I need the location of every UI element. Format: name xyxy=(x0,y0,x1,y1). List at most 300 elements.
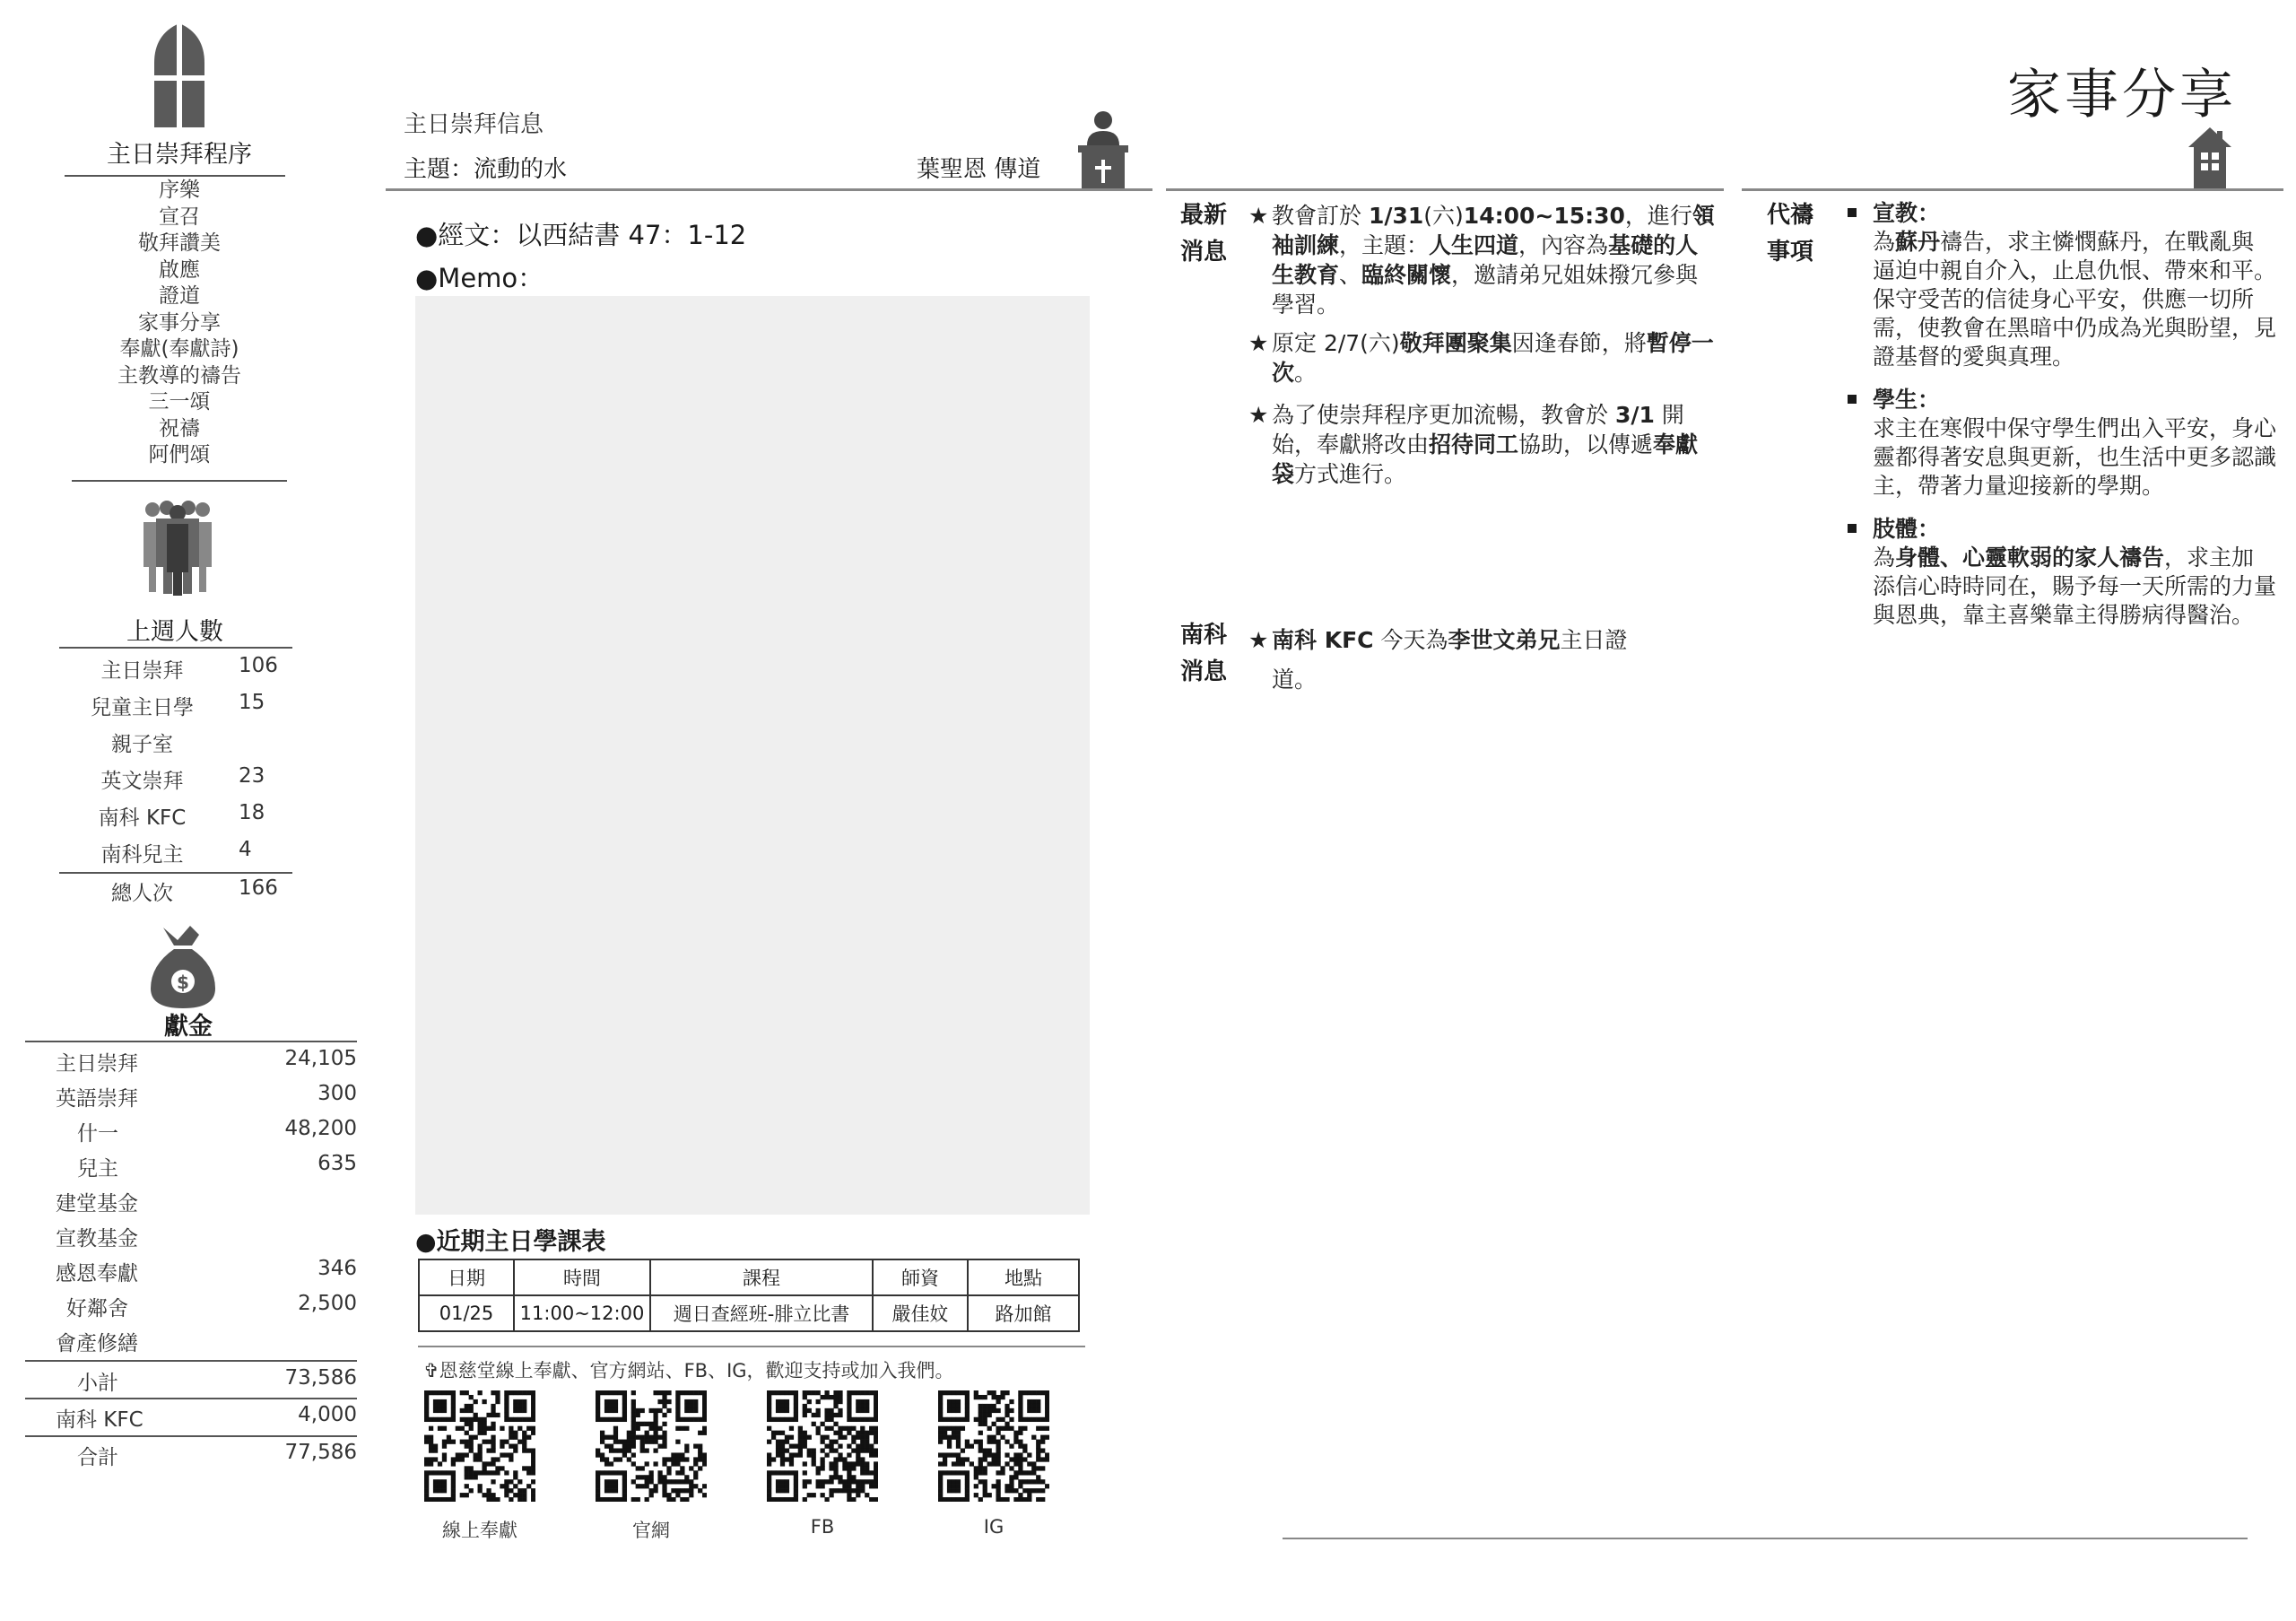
qr-module xyxy=(847,1488,851,1493)
qr-module xyxy=(482,1440,486,1444)
qr-module xyxy=(1018,1452,1022,1457)
qr-module xyxy=(952,1461,956,1466)
qr-module xyxy=(1036,1390,1040,1395)
qr-module xyxy=(442,1426,447,1431)
bottom-divider xyxy=(1283,1538,2248,1539)
qr-module xyxy=(1036,1475,1040,1479)
qr-module xyxy=(789,1457,794,1461)
qr-module xyxy=(947,1390,952,1395)
qr-module xyxy=(442,1479,447,1484)
offering-subtotal-name: 小計 xyxy=(77,1372,118,1395)
order-item: 宣召 xyxy=(159,205,200,229)
qr-module xyxy=(531,1408,535,1413)
qr-module xyxy=(947,1417,952,1422)
qr-module xyxy=(495,1413,500,1417)
offering-name: 什一 xyxy=(77,1122,118,1146)
qr-module xyxy=(613,1479,618,1484)
qr-module xyxy=(996,1452,1000,1457)
qr-module xyxy=(596,1475,600,1479)
qr-module xyxy=(680,1426,684,1431)
qr-module xyxy=(482,1466,486,1470)
qr-module xyxy=(947,1399,952,1404)
qr-module xyxy=(812,1448,816,1452)
qr-module xyxy=(513,1475,517,1479)
qr-module xyxy=(978,1422,983,1426)
qr-module xyxy=(847,1475,851,1479)
qr-module xyxy=(829,1395,833,1399)
qr-module xyxy=(1031,1435,1036,1440)
qr-module xyxy=(478,1431,483,1435)
qr-module xyxy=(767,1413,771,1417)
qr-module xyxy=(613,1399,618,1404)
qr-module xyxy=(622,1488,627,1493)
qr-module xyxy=(856,1461,860,1466)
schedule-header: 課程 xyxy=(650,1259,873,1295)
qr-module xyxy=(938,1497,943,1502)
qr-module xyxy=(517,1390,522,1395)
qr-module xyxy=(680,1466,684,1470)
qr-module xyxy=(947,1488,952,1493)
text: ，求主加添信心時時同在，賜予每一天所需的力量與恩典，靠主喜樂靠主得勝病得醫治。 xyxy=(1873,545,2277,628)
qr-module xyxy=(609,1435,613,1440)
qr-module xyxy=(816,1466,821,1470)
qr-module xyxy=(631,1431,636,1435)
qr-module xyxy=(438,1479,442,1484)
text: 領袖訓練 xyxy=(1272,203,1715,258)
qr-module xyxy=(965,1470,970,1475)
qr-module xyxy=(429,1448,433,1452)
attendance-value: 106 xyxy=(239,654,278,677)
qr-module xyxy=(675,1452,680,1457)
qr-module xyxy=(847,1417,851,1422)
qr-module xyxy=(531,1390,535,1395)
qr-module xyxy=(684,1417,689,1422)
qr-module xyxy=(847,1426,851,1431)
qr-module xyxy=(767,1395,771,1399)
qr-module xyxy=(983,1479,987,1484)
south-label-line: 南科 xyxy=(1180,622,1228,649)
attendance-total-row xyxy=(59,876,292,913)
qr-module xyxy=(596,1497,600,1502)
qr-module xyxy=(451,1408,456,1413)
qr-module xyxy=(816,1484,821,1488)
qr-module xyxy=(943,1461,947,1466)
qr-module xyxy=(824,1452,829,1457)
qr-module xyxy=(952,1452,956,1457)
qr-module xyxy=(465,1444,469,1449)
qr-module xyxy=(429,1390,433,1395)
qr-module xyxy=(803,1497,807,1502)
qr-module xyxy=(996,1444,1000,1449)
text: 原定 2/7(六) xyxy=(1272,330,1400,356)
divider xyxy=(59,647,292,649)
qr-module xyxy=(526,1484,531,1488)
qr-module xyxy=(771,1390,776,1395)
order-item: 序樂 xyxy=(159,179,200,202)
qr-module xyxy=(794,1475,798,1479)
qr-module xyxy=(526,1417,531,1422)
qr-module xyxy=(504,1399,509,1404)
qr-module xyxy=(680,1479,684,1484)
qr-module xyxy=(965,1399,970,1404)
qr-module xyxy=(821,1435,825,1440)
qr-module xyxy=(996,1488,1000,1493)
qr-module xyxy=(829,1417,833,1422)
qr-module xyxy=(465,1466,469,1470)
qr-module xyxy=(662,1399,666,1404)
schedule-cell: 01/25 xyxy=(419,1295,514,1331)
qr-module xyxy=(689,1488,693,1493)
qr-module xyxy=(424,1408,429,1413)
qr-module xyxy=(1027,1417,1031,1422)
prayer-heading: 宣教： xyxy=(1873,200,1941,226)
qr-module xyxy=(522,1435,526,1440)
qr-module xyxy=(662,1457,666,1461)
qr-module xyxy=(824,1426,829,1431)
attendance-title: 上週人數 xyxy=(126,618,223,646)
qr-module xyxy=(424,1413,429,1417)
qr-module xyxy=(604,1479,609,1484)
qr-module xyxy=(662,1461,666,1466)
qr-module xyxy=(609,1417,613,1422)
qr-module xyxy=(780,1488,785,1493)
sermon-theme: 主題：流動的水 xyxy=(404,156,568,183)
qr-module xyxy=(604,1417,609,1422)
qr-module xyxy=(622,1452,627,1457)
qr-module xyxy=(640,1408,645,1413)
star-icon: ★ xyxy=(1248,627,1269,653)
qr-module xyxy=(1018,1408,1022,1413)
qr-module xyxy=(491,1440,495,1444)
qr-module xyxy=(965,1475,970,1479)
qr-module xyxy=(689,1466,693,1470)
qr-module xyxy=(1018,1466,1022,1470)
qr-module xyxy=(938,1452,943,1457)
qr-module xyxy=(996,1408,1000,1413)
qr-module xyxy=(874,1448,878,1452)
south-news-label xyxy=(1180,617,1227,691)
qr-module xyxy=(1018,1484,1022,1488)
qr-module xyxy=(596,1417,600,1422)
qr-module xyxy=(513,1444,517,1449)
qr-module xyxy=(952,1435,956,1440)
text: 。 xyxy=(1294,360,1318,386)
qr-module xyxy=(460,1426,465,1431)
qr-module xyxy=(860,1448,865,1452)
qr-module xyxy=(451,1488,456,1493)
qr-module xyxy=(996,1399,1000,1404)
qr-module xyxy=(838,1457,842,1461)
qr-module xyxy=(675,1408,680,1413)
qr-module xyxy=(627,1444,631,1449)
qr-module xyxy=(803,1404,807,1408)
qr-module xyxy=(465,1475,469,1479)
text: 臨終關懷 xyxy=(1361,262,1452,288)
qr-module xyxy=(622,1390,627,1395)
qr-module xyxy=(860,1470,865,1475)
qr-module xyxy=(702,1452,707,1457)
qr-module xyxy=(767,1493,771,1497)
qr-module xyxy=(680,1452,684,1457)
qr-module xyxy=(631,1426,636,1431)
qr-module xyxy=(952,1404,956,1408)
attendance-value: 23 xyxy=(239,764,265,788)
qr-module xyxy=(469,1404,474,1408)
qr-module xyxy=(807,1479,812,1484)
qr-module xyxy=(653,1488,657,1493)
divider xyxy=(72,480,287,482)
qr-module xyxy=(433,1484,438,1488)
qr-module xyxy=(996,1493,1000,1497)
qr-module xyxy=(824,1435,829,1440)
qr-module xyxy=(438,1408,442,1413)
qr-module xyxy=(693,1470,698,1475)
qr-module xyxy=(860,1466,865,1470)
qr-module xyxy=(847,1479,851,1484)
qr-module xyxy=(956,1484,961,1488)
qr-module xyxy=(776,1431,780,1435)
qr-module xyxy=(451,1484,456,1488)
qr-module xyxy=(433,1408,438,1413)
qr-code-instagram[interactable] xyxy=(938,1390,1049,1502)
qr-module xyxy=(947,1479,952,1484)
qr-module xyxy=(653,1408,657,1413)
qr-module xyxy=(1004,1484,1009,1488)
qr-module xyxy=(1045,1417,1049,1422)
qr-module xyxy=(622,1444,627,1449)
qr-module xyxy=(613,1497,618,1502)
qr-code-online-offering[interactable] xyxy=(424,1390,535,1502)
qr-module xyxy=(1022,1417,1027,1422)
qr-module xyxy=(702,1484,707,1488)
qr-module xyxy=(847,1408,851,1413)
qr-module xyxy=(531,1457,535,1461)
offering-kfc-value: 4,000 xyxy=(298,1403,357,1426)
qr-module xyxy=(491,1479,495,1484)
qr-module xyxy=(636,1484,640,1488)
qr-module xyxy=(1018,1457,1022,1461)
qr-module xyxy=(965,1408,970,1413)
qr-module xyxy=(780,1417,785,1422)
qr-module xyxy=(987,1448,992,1452)
qr-module xyxy=(807,1493,812,1497)
offering-name: 主日崇拜 xyxy=(56,1052,138,1076)
qr-module xyxy=(812,1452,816,1457)
qr-module xyxy=(851,1466,856,1470)
qr-module xyxy=(649,1440,654,1444)
qr-module xyxy=(1018,1395,1022,1399)
qr-module xyxy=(987,1404,992,1408)
qr-module xyxy=(609,1470,613,1475)
qr-module xyxy=(640,1475,645,1479)
qr-module xyxy=(833,1399,838,1404)
qr-module xyxy=(522,1466,526,1470)
qr-module xyxy=(952,1431,956,1435)
qr-module xyxy=(952,1399,956,1404)
qr-module xyxy=(613,1431,618,1435)
order-item: 證道 xyxy=(159,284,200,308)
qr-module xyxy=(451,1395,456,1399)
qr-module xyxy=(842,1484,847,1488)
qr-module xyxy=(478,1448,483,1452)
qr-module xyxy=(943,1457,947,1461)
qr-module xyxy=(604,1408,609,1413)
qr-module xyxy=(451,1399,456,1404)
qr-module xyxy=(675,1440,680,1444)
qr-module xyxy=(824,1479,829,1484)
qr-module xyxy=(684,1426,689,1431)
qr-module xyxy=(767,1479,771,1484)
bullet-icon xyxy=(1848,395,1857,404)
qr-module xyxy=(860,1431,865,1435)
qr-module xyxy=(491,1422,495,1426)
qr-module xyxy=(865,1444,869,1449)
qr-module xyxy=(956,1461,961,1466)
qr-module xyxy=(842,1435,847,1440)
qr-module xyxy=(684,1448,689,1452)
qr-module xyxy=(1045,1457,1049,1461)
qr-module xyxy=(424,1470,429,1475)
qr-module xyxy=(653,1422,657,1426)
qr-module xyxy=(947,1497,952,1502)
qr-module xyxy=(956,1457,961,1461)
qr-module xyxy=(965,1497,970,1502)
qr-code-facebook[interactable] xyxy=(767,1390,878,1502)
qr-module xyxy=(943,1470,947,1475)
qr-module xyxy=(956,1390,961,1395)
qr-module xyxy=(622,1493,627,1497)
qr-module xyxy=(465,1404,469,1408)
qr-module xyxy=(531,1431,535,1435)
qr-module xyxy=(600,1417,604,1422)
qr-module xyxy=(596,1452,600,1457)
qr-module xyxy=(666,1493,671,1497)
qr-module xyxy=(666,1390,671,1395)
qr-module xyxy=(698,1457,702,1461)
qr-module xyxy=(442,1457,447,1461)
qr-module xyxy=(424,1390,429,1395)
sermon-speaker: 葉聖恩 傳道 xyxy=(917,156,1041,183)
qr-module xyxy=(460,1417,465,1422)
qr-module xyxy=(1045,1395,1049,1399)
qr-module xyxy=(702,1493,707,1497)
qr-module xyxy=(622,1417,627,1422)
qr-module xyxy=(509,1452,513,1457)
qr-module xyxy=(1018,1404,1022,1408)
qr-module xyxy=(829,1448,833,1452)
offering-row xyxy=(25,1222,357,1257)
qr-module xyxy=(1027,1404,1031,1408)
qr-module xyxy=(1009,1408,1013,1413)
qr-module xyxy=(789,1497,794,1502)
qr-module xyxy=(613,1435,618,1440)
qr-module xyxy=(689,1390,693,1395)
qr-module xyxy=(865,1431,869,1435)
qr-module xyxy=(517,1493,522,1497)
qr-module xyxy=(1018,1399,1022,1404)
qr-module xyxy=(640,1435,645,1440)
offering-name: 好鄰舍 xyxy=(66,1297,128,1320)
qr-module xyxy=(1022,1488,1027,1493)
qr-module xyxy=(952,1488,956,1493)
qr-module xyxy=(943,1452,947,1457)
family-news-title: 家事分享 xyxy=(2007,64,2237,126)
qr-module xyxy=(798,1452,803,1457)
qr-module xyxy=(956,1440,961,1444)
qr-module xyxy=(662,1431,666,1435)
qr-code-website[interactable] xyxy=(596,1390,707,1502)
qr-module xyxy=(1004,1440,1009,1444)
qr-module xyxy=(996,1497,1000,1502)
qr-module xyxy=(874,1426,878,1431)
qr-module xyxy=(609,1404,613,1408)
qr-module xyxy=(613,1417,618,1422)
qr-module xyxy=(486,1497,491,1502)
qr-module xyxy=(865,1408,869,1413)
qr-module xyxy=(1036,1466,1040,1470)
qr-module xyxy=(785,1390,789,1395)
qr-module xyxy=(947,1484,952,1488)
qr-module xyxy=(851,1435,856,1440)
qr-module xyxy=(509,1497,513,1502)
qr-module xyxy=(442,1488,447,1493)
qr-module xyxy=(794,1497,798,1502)
qr-module xyxy=(1027,1493,1031,1497)
house-icon xyxy=(2188,127,2231,190)
text: 方式進行。 xyxy=(1294,461,1407,487)
qr-module xyxy=(1040,1435,1045,1440)
memo-area xyxy=(415,296,1090,1215)
bullet-icon xyxy=(1848,208,1857,217)
qr-module xyxy=(469,1470,474,1475)
qr-module xyxy=(504,1440,509,1444)
qr-module xyxy=(522,1417,526,1422)
qr-module xyxy=(666,1470,671,1475)
qr-module xyxy=(666,1497,671,1502)
qr-module xyxy=(860,1435,865,1440)
qr-module xyxy=(522,1399,526,1404)
qr-module xyxy=(600,1390,604,1395)
qr-module xyxy=(666,1399,671,1404)
qr-module xyxy=(675,1470,680,1475)
qr-module xyxy=(952,1417,956,1422)
qr-module xyxy=(847,1466,851,1470)
qr-module xyxy=(829,1488,833,1493)
qr-module xyxy=(698,1444,702,1449)
qr-module xyxy=(631,1413,636,1417)
qr-module xyxy=(429,1444,433,1449)
qr-module xyxy=(596,1493,600,1497)
qr-module xyxy=(662,1395,666,1399)
qr-module xyxy=(780,1431,785,1435)
qr-module xyxy=(1031,1404,1036,1408)
qr-module xyxy=(517,1408,522,1413)
offering-value: 300 xyxy=(317,1082,357,1105)
offering-name: 感恩奉獻 xyxy=(56,1262,138,1285)
qr-module xyxy=(509,1457,513,1461)
qr-module xyxy=(645,1440,649,1444)
qr-module xyxy=(869,1470,874,1475)
qr-module xyxy=(424,1493,429,1497)
qr-module xyxy=(636,1466,640,1470)
news-divider xyxy=(1166,188,1724,191)
qr-module xyxy=(447,1497,451,1502)
qr-module xyxy=(771,1431,776,1435)
qr-module xyxy=(961,1448,965,1452)
divider xyxy=(25,1435,357,1437)
qr-module xyxy=(833,1488,838,1493)
qr-module xyxy=(965,1395,970,1399)
